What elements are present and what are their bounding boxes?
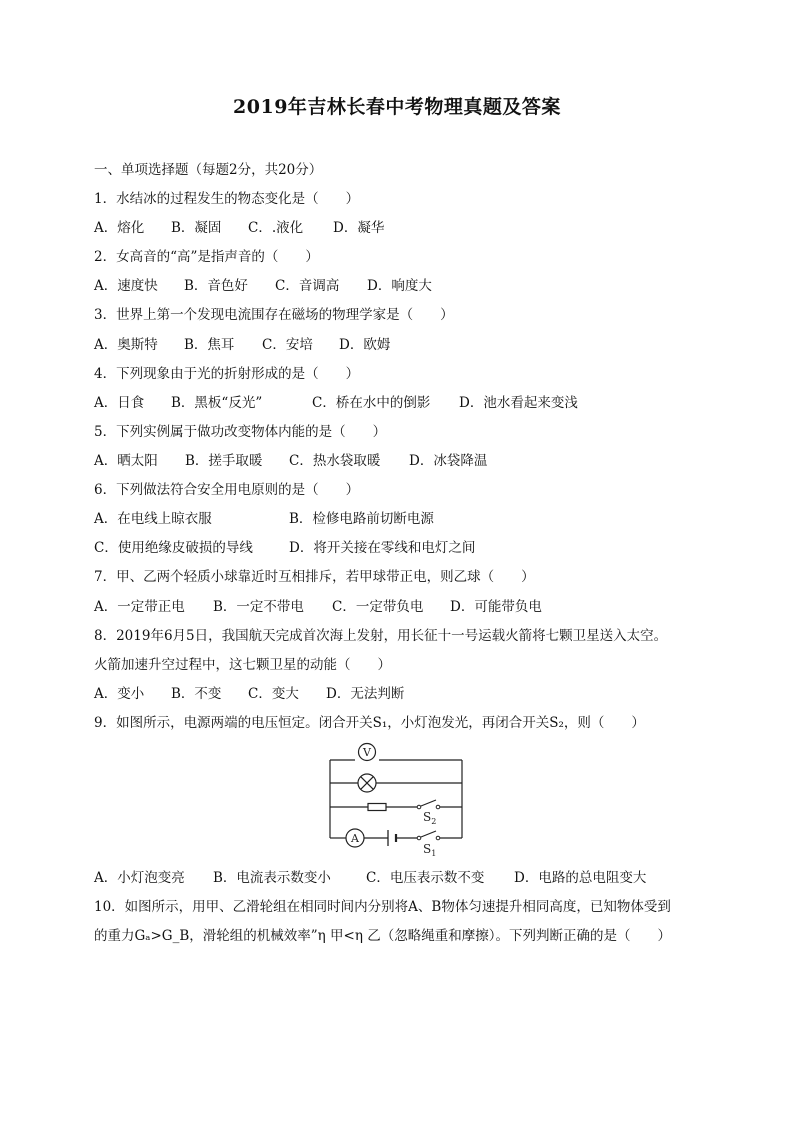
switch-s1-contact-icon: [417, 836, 421, 840]
q9-stem: 9．如图所示，电源两端的电压恒定。闭合开关S₁，小灯泡发光，再闭合开关S₂，则（ ）: [94, 715, 645, 731]
q2-option-c: C．音调高: [275, 278, 340, 294]
q9-option-b: B．电流表示数变小: [213, 870, 331, 886]
q6-option-b: B．检修电路前切断电源: [289, 511, 434, 527]
q8-option-d: D．无法判断: [326, 686, 405, 702]
q10-stem-line1: 10．如图所示，用甲、乙滑轮组在相同时间内分别将A、B物体匀速提升相同高度，已知物体受到: [94, 899, 671, 915]
q6-option-d: D．将开关接在零线和电灯之间: [289, 540, 476, 556]
q2-option-a: A．速度快: [94, 278, 158, 294]
section-heading: 一、单项选择题（每题2分，共20分）: [94, 162, 323, 178]
q3-option-c: C．安培: [262, 337, 313, 353]
resistor-icon: [368, 804, 386, 811]
switch-s1-label: $S_1$: [423, 842, 437, 856]
q7-option-b: B．一定不带电: [213, 599, 304, 615]
voltmeter-label: V: [363, 746, 371, 759]
q1-option-c: C．.液化: [248, 220, 304, 236]
q7-option-c: C．一定带负电: [332, 599, 424, 615]
q10-stem-line2: 的重力Gₐ>G_B，滑轮组的机械效率”η 甲<η 乙（忽略绳重和摩擦）。下列判断正确的是（ ）: [94, 928, 671, 944]
q5-option-b: B．搓手取暖: [185, 453, 263, 469]
q4-option-b: B．黑板“反光”: [171, 395, 263, 411]
q9-option-a: A．小灯泡变亮: [94, 870, 185, 886]
q8-option-b: B．不变: [171, 686, 222, 702]
q8-stem-line2: 火箭加速升空过程中，这七颗卫星的动能（ ）: [94, 657, 391, 673]
q2-option-b: B．音色好: [184, 278, 248, 294]
q4-option-d: D．池水看起来变浅: [459, 395, 578, 411]
q8-option-a: A．变小: [94, 686, 145, 702]
q3-option-d: D．欧姆: [339, 337, 391, 353]
q5-option-d: D．冰袋降温: [409, 453, 488, 469]
q2-option-d: D．响度大: [367, 278, 432, 294]
q4-option-a: A．日食: [94, 395, 145, 411]
q6-option-a: A．在电线上晾衣服: [94, 511, 212, 527]
q1-option-d: D．凝华: [333, 220, 385, 236]
q7-option-a: A．一定带正电: [94, 599, 185, 615]
q9-circuit-diagram: [322, 738, 472, 856]
q7-option-d: D．可能带负电: [450, 599, 542, 615]
q4-stem: 4．下列现象由于光的折射形成的是（ ）: [94, 366, 360, 382]
lamp-icon: [358, 774, 376, 792]
q5-option-c: C．热水袋取暖: [289, 453, 381, 469]
q5-stem: 5．下列实例属于做功改变物体内能的是（ ）: [94, 424, 387, 440]
page-title: 2019年吉林长春中考物理真题及答案: [233, 96, 561, 118]
switch-s2-label: $S_2$: [423, 810, 437, 826]
switch-s2-contact-icon: [417, 805, 421, 809]
q5-option-a: A．晒太阳: [94, 453, 158, 469]
q6-stem: 6．下列做法符合安全用电原则的是（ ）: [94, 482, 360, 498]
q1-option-b: B．凝固: [171, 220, 222, 236]
q7-stem: 7．甲、乙两个轻质小球靠近时互相排斥，若甲球带正电，则乙球（ ）: [94, 569, 535, 585]
q6-option-c: C．使用绝缘皮破损的导线: [94, 540, 253, 556]
q8-option-c: C．变大: [248, 686, 299, 702]
q2-stem: 2．女高音的“高”是指声音的（ ）: [94, 249, 319, 265]
q9-option-c: C．电压表示数不变: [366, 870, 485, 886]
ammeter-label: A: [351, 832, 359, 845]
q3-option-b: B．焦耳: [184, 337, 235, 353]
q8-stem-line1: 8．2019年6月5日，我国航天完成首次海上发射，用长征十一号运载火箭将七颗卫星送入太空。: [94, 628, 668, 644]
q9-option-d: D．电路的总电阻变大: [514, 870, 647, 886]
q1-stem: 1．水结冰的过程发生的物态变化是（ ）: [94, 191, 360, 207]
q3-option-a: A．奥斯特: [94, 337, 158, 353]
q3-stem: 3．世界上第一个发现电流围存在磁场的物理学家是（ ）: [94, 307, 454, 323]
battery-icon: [388, 830, 396, 846]
q4-option-c: C．桥在水中的倒影: [312, 395, 431, 411]
q1-option-a: A．熔化: [94, 220, 145, 236]
